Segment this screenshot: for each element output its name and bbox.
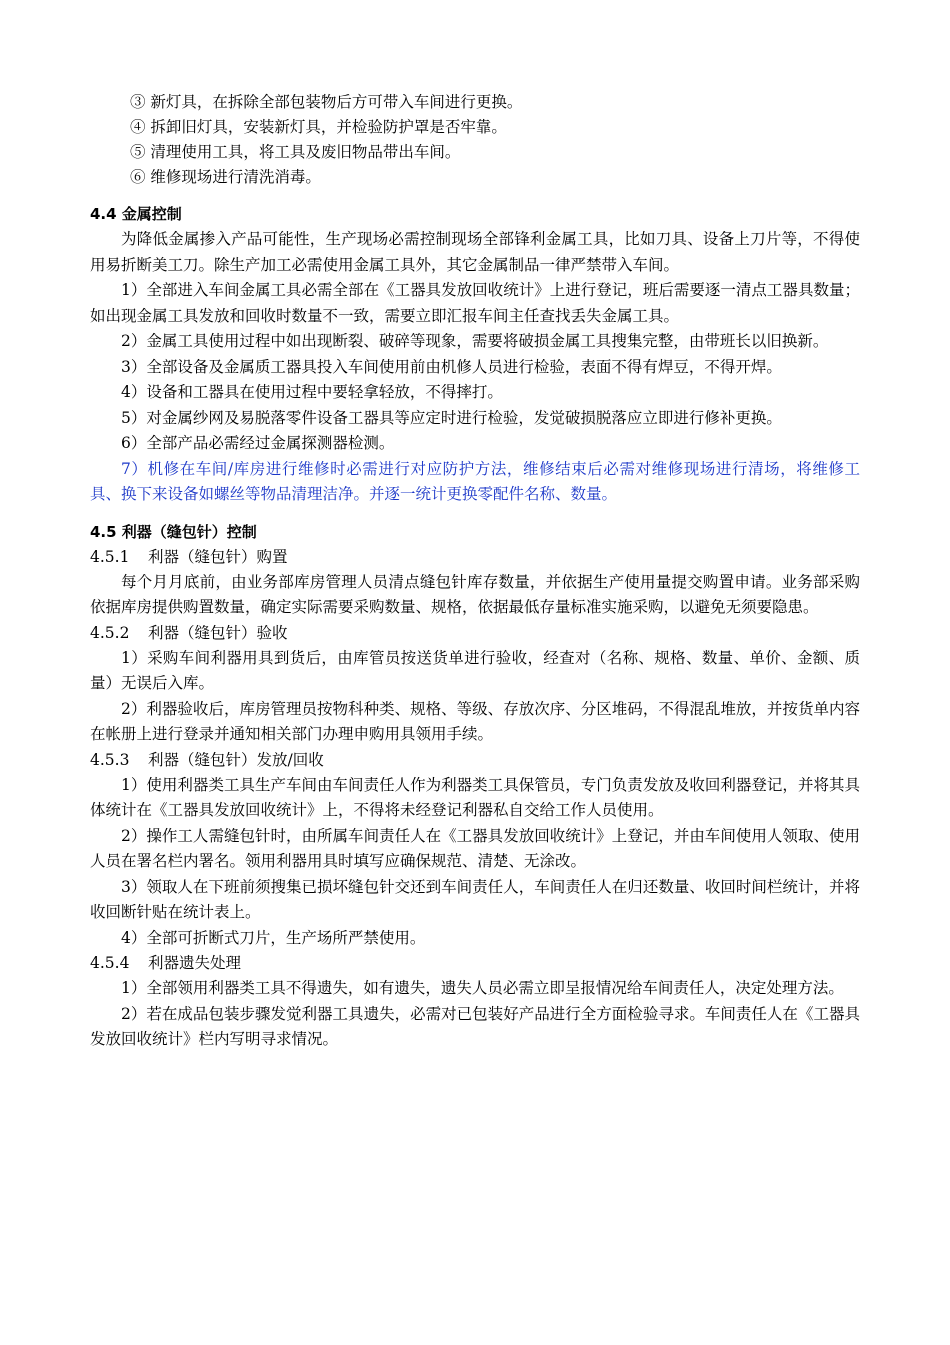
paragraph: 3）全部设备及金属质工器具投入车间使用前由机修人员进行检验，表面不得有焊豆，不得开焊。 xyxy=(121,357,782,376)
paragraph: 2）利器验收后，库房管理员按物科种类、规格、等级、存放次序、分区堆码，不得混乱堆放，并按货单内容在帐册上进行登录并通知相关部门办理申购用具领用手续。 xyxy=(90,699,860,743)
paragraph: 5）对金属纱网及易脱落零件设备工器具等应定时进行检验，发觉破损脱落应立即进行修补更换。 xyxy=(121,408,782,427)
list-item: ⑥ 维修现场进行清洗消毒。 xyxy=(130,168,321,186)
paragraph: 1）全部进入车间金属工具必需全部在《工器具发放回收统计》上进行登记，班后需要逐一清点工器具数量；如出现金属工具发放和回收时数量不一致，需要立即汇报车间主任查找丢失金属工具。 xyxy=(90,281,860,325)
highlighted-paragraph: 7）机修在车间/库房进行维修时必需进行对应防护方法，维修结束后必需对维修现场进行清场，将维修工具、换下来设备如螺丝等物品清理洁净。并逐一统计更换零配件名称、数量。 xyxy=(90,459,860,503)
paragraph: 1）采购车间利器用具到货后，由库管员按送货单进行验收，经查对（名称、规格、数量、单价、金额、质量）无误后入库。 xyxy=(90,648,860,692)
subsection-title: 利器（缝包针）购置 xyxy=(148,547,288,566)
subsection-title: 利器（缝包针）发放/回收 xyxy=(148,750,324,769)
subsection-number: 4.5.2 xyxy=(90,623,130,642)
paragraph: 2）操作工人需缝包针时，由所属车间责任人在《工器具发放回收统计》上登记，并由车间使用人领取、使用人员在署名栏内署名。领用利器用具时填写应确保规范、清楚、无涂改。 xyxy=(90,826,860,870)
top-item-list xyxy=(90,90,860,190)
section-heading-4-5: 4.5 利器（缝包针）控制 xyxy=(90,522,257,541)
subsection-heading xyxy=(90,545,860,570)
subsection-number: 4.5.1 xyxy=(90,547,130,566)
paragraph: 4）全部可折断式刀片，生产场所严禁使用。 xyxy=(121,928,426,947)
subsection-heading xyxy=(90,748,860,773)
list-item: ③ 新灯具，在拆除全部包装物后方可带入车间进行更换。 xyxy=(130,93,523,111)
paragraph: 1）全部领用利器类工具不得遗失，如有遗失，遗失人员必需立即呈报情况给车间责任人，决定处理方法。 xyxy=(121,979,844,997)
list-item: ⑤ 清理使用工具，将工具及废旧物品带出车间。 xyxy=(130,143,461,161)
paragraph: 2）金属工具使用过程中如出现断裂、破碎等现象，需要将破损金属工具搜集完整，由带班长以旧换新。 xyxy=(121,332,829,350)
paragraph: 2）若在成品包装步骤发觉利器工具遗失，必需对已包装好产品进行全方面检验寻求。车间责任人在《工器具发放回收统计》栏内写明寻求情况。 xyxy=(90,1004,860,1048)
section-intro: 为降低金属掺入产品可能性，生产现场必需控制现场全部锋利金属工具，比如刀具、设备上刀片等，不得使用易折断美工刀。除生产加工必需使用金属工具外，其它金属制品一律严禁带入车间。 xyxy=(90,230,860,274)
paragraph: 6）全部产品必需经过金属探测器检测。 xyxy=(121,434,395,452)
subsection-heading xyxy=(90,621,860,646)
subsection-number: 4.5.4 xyxy=(90,954,130,972)
paragraph: 1）使用利器类工具生产车间由车间责任人作为利器类工具保管员，专门负责发放及收回利器登记，并将其具体统计在《工器具发放回收统计》上，不得将未经登记利器私自交给工作人员使用。 xyxy=(90,775,860,819)
paragraph: 4）设备和工器具在使用过程中要轻拿轻放，不得摔打。 xyxy=(121,383,503,401)
section-heading-4-4: 4.4 金属控制 xyxy=(90,205,182,223)
list-item: ④ 拆卸旧灯具，安装新灯具，并检验防护罩是否牢靠。 xyxy=(130,118,507,136)
subsection-title: 利器（缝包针）验收 xyxy=(148,623,288,642)
subsection-title: 利器遗失处理 xyxy=(148,954,242,972)
paragraph: 每个月月底前，由业务部库房管理人员清点缝包针库存数量，并依据生产使用量提交购置申请。业务部采购依据库房提供购置数量，确定实际需要采购数量、规格，依据最低存量标准实施采购，以避免无须要隐患。 xyxy=(90,572,860,616)
paragraph: 3）领取人在下班前须搜集已损坏缝包针交还到车间责任人，车间责任人在归还数量、收回时间栏统计，并将收回断针贴在统计表上。 xyxy=(90,877,860,921)
subsection-heading xyxy=(90,951,860,976)
subsection-number: 4.5.3 xyxy=(90,750,130,769)
document-page xyxy=(90,90,860,1053)
